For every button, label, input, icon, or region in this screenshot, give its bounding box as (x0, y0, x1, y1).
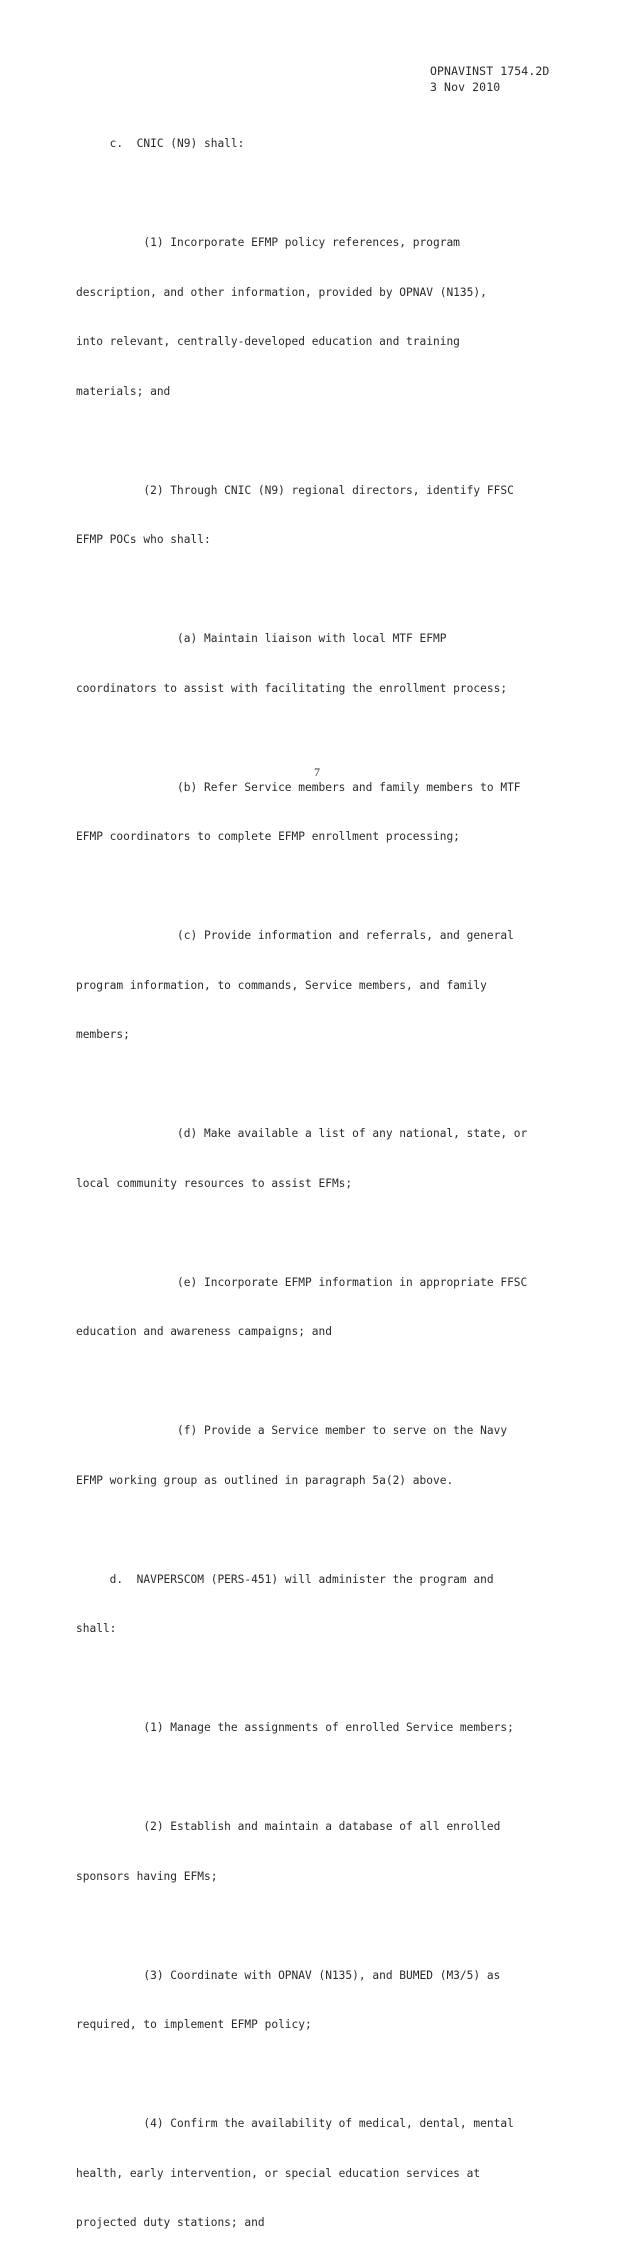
text-line: projected duty stations; and (76, 2216, 265, 2229)
text-line: sponsors having EFMs; (76, 1869, 218, 1883)
paragraph-c-2-c (76, 895, 576, 1077)
document-body (76, 103, 576, 2265)
paragraph-c-2 (76, 450, 576, 582)
text-line: description, and other information, provided by OPNAV (N135), (76, 285, 487, 299)
paragraph-c-1 (76, 202, 576, 433)
text-line: program information, to commands, Service members, and family (76, 978, 487, 992)
text-line: materials; and (76, 384, 171, 398)
text-line: required, to implement EFMP policy; (76, 2018, 312, 2031)
text-line: (3) Coordinate with OPNAV (N135), and BUMED (M3/5) as (76, 1968, 501, 1982)
text-line: EFMP POCs who shall: (76, 533, 211, 546)
text-line: (1) Incorporate EFMP policy references, program (76, 236, 460, 249)
text-line: EFMP working group as outlined in paragraph 5a(2) above. (76, 1473, 454, 1487)
text-line: (c) Provide information and referrals, and general (76, 929, 514, 942)
paragraph-c (76, 103, 576, 186)
page-number: 7 (314, 765, 320, 779)
text-line: (b) Refer Service members and family members to MTF (76, 780, 521, 794)
paragraph-c-2-d (76, 1093, 576, 1225)
paragraph-c-2-f (76, 1390, 576, 1522)
text-line: d. NAVPERSCOM (PERS-451) will administer the program and (76, 1572, 494, 1586)
text-line: members; (76, 1028, 130, 1041)
paragraph-c-2-e (76, 1242, 576, 1374)
paragraph-c-2-b (76, 747, 576, 879)
text-line: (2) Through CNIC (N9) regional directors, identify FFSC (76, 483, 514, 497)
text-line: shall: (76, 1622, 117, 1635)
text-line: education and awareness campaigns; and (76, 1325, 332, 1338)
text-line: (f) Provide a Service member to serve on the Navy (76, 1424, 508, 1437)
text-line: health, early intervention, or special education services at (76, 2166, 481, 2180)
text-line: into relevant, centrally-developed education and training (76, 335, 460, 348)
instruction-number: OPNAVINST 1754.2D (430, 64, 550, 78)
paragraph-c-2-a (76, 598, 576, 730)
text-line: coordinators to assist with facilitating the enrollment process; (76, 681, 508, 695)
instruction-date: 3 Nov 2010 (430, 80, 501, 94)
text-line: (d) Make available a list of any national, state, or (76, 1127, 528, 1140)
paragraph-d-4 (76, 2083, 576, 2265)
text-line: (2) Establish and maintain a database of all enrolled (76, 1820, 501, 1833)
text-line: local community resources to assist EFMs; (76, 1176, 353, 1190)
text-line: EFMP coordinators to complete EFMP enrollment processing; (76, 830, 460, 843)
text-line: (4) Confirm the availability of medical, dental, mental (76, 2117, 514, 2130)
text-line: (1) Manage the assignments of enrolled Service members; (76, 1721, 514, 1734)
paragraph-d (76, 1539, 576, 1671)
text-line: (e) Incorporate EFMP information in appropriate FFSC (76, 1275, 528, 1289)
paragraph-d-1 (76, 1687, 576, 1770)
text-line: c. CNIC (N9) shall: (76, 137, 245, 150)
text-line: (a) Maintain liaison with local MTF EFMP (76, 632, 447, 645)
paragraph-d-3 (76, 1935, 576, 2067)
paragraph-d-2 (76, 1786, 576, 1918)
